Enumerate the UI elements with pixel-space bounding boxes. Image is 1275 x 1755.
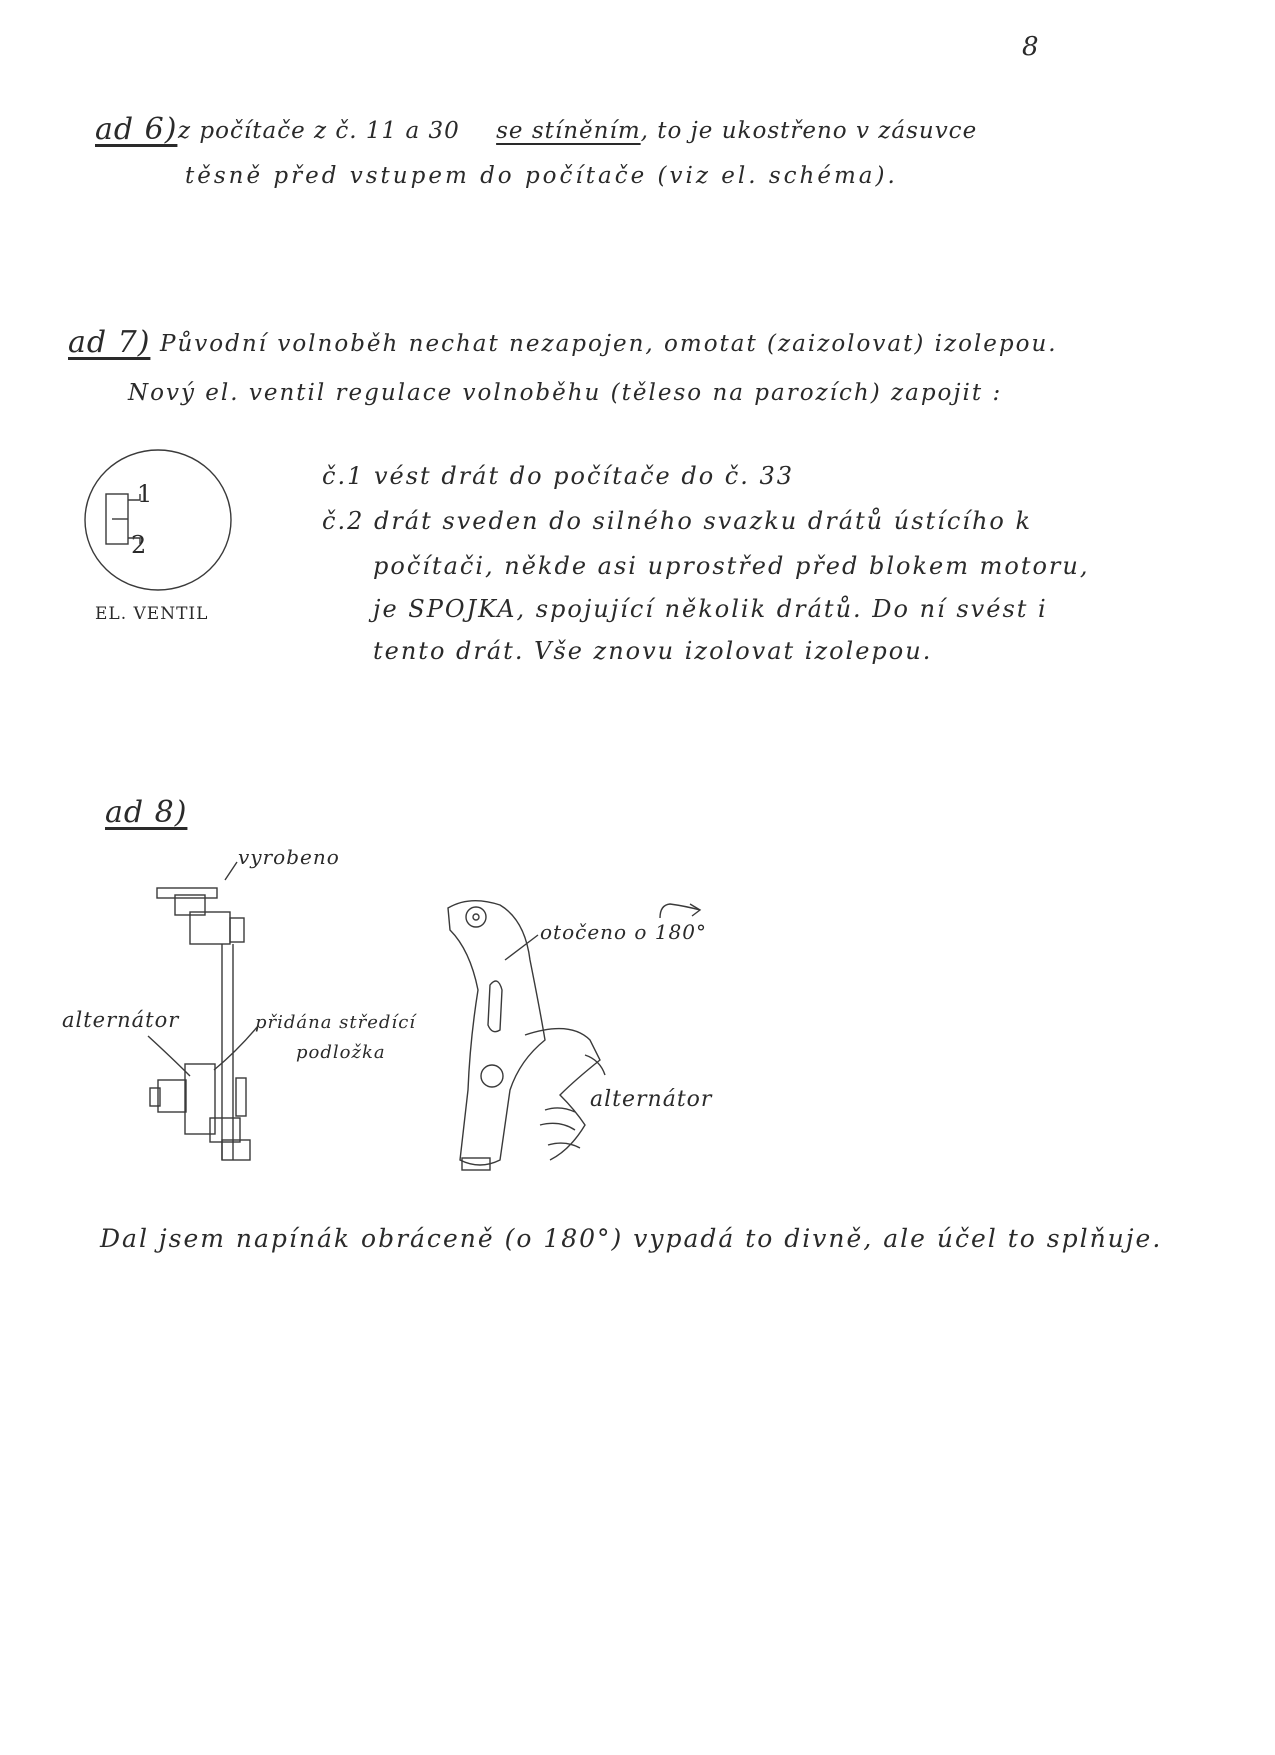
label-podlozka-line1: přidána středící [255,1012,417,1033]
ad7-heading: ad 7) [68,325,151,360]
ad7-line2: Nový el. ventil regulace volnoběhu (těleso na parozích) zapojit : [128,380,1003,406]
label-alternator-right: alternátor [590,1087,713,1112]
instruction-line-1: č.1 vést drát do počítače do č. 33 [322,462,795,490]
valve-pin1-label: 1 [137,480,154,508]
valve-label: EL. VENTIL [95,604,209,624]
bracket-sketch-left [148,862,258,1160]
label-vyrobeno: vyrobeno [238,845,340,869]
label-podlozka-line2: podložka [296,1042,386,1063]
tensioner-sketch-right [448,901,700,1170]
label-alternator-left: alternátor [62,1008,180,1032]
valve-circle-icon [85,450,231,590]
instruction-line-3: počítači, někde asi uprostřed před blokem motoru, [373,552,1090,580]
page-number: 8 [1022,32,1040,62]
ad6-heading: ad 6) [95,112,178,147]
ad7-line1: Původní volnoběh nechat nezapojen, omotat (zaizolovat) izolepou. [160,331,1058,357]
ad6-line2: těsně před vstupem do počítače (viz el. schéma). [185,163,898,189]
valve-pin2-label: 2 [131,531,148,559]
label-otoceno: otočeno o 180° [540,920,708,944]
instruction-line-4: je SPOJKA, spojující několik drátů. Do ní svést i [373,595,1048,623]
ad6-underlined-text: se stíněním [496,118,641,144]
ad6-line1-end: , to je ukostřeno v zásuvce [640,118,978,144]
instruction-line-2: č.2 drát sveden do silného svazku drátů ústícího k [322,507,1033,535]
ad8-heading: ad 8) [105,795,188,830]
conclusion-text: Dal jsem napínák obráceně (o 180°) vypadá to divně, ale účel to splňuje. [100,1224,1163,1253]
ad6-line1-start: z počítače z č. 11 a 30 [178,118,460,144]
instruction-line-5: tento drát. Vše znovu izolovat izolepou. [373,637,933,665]
